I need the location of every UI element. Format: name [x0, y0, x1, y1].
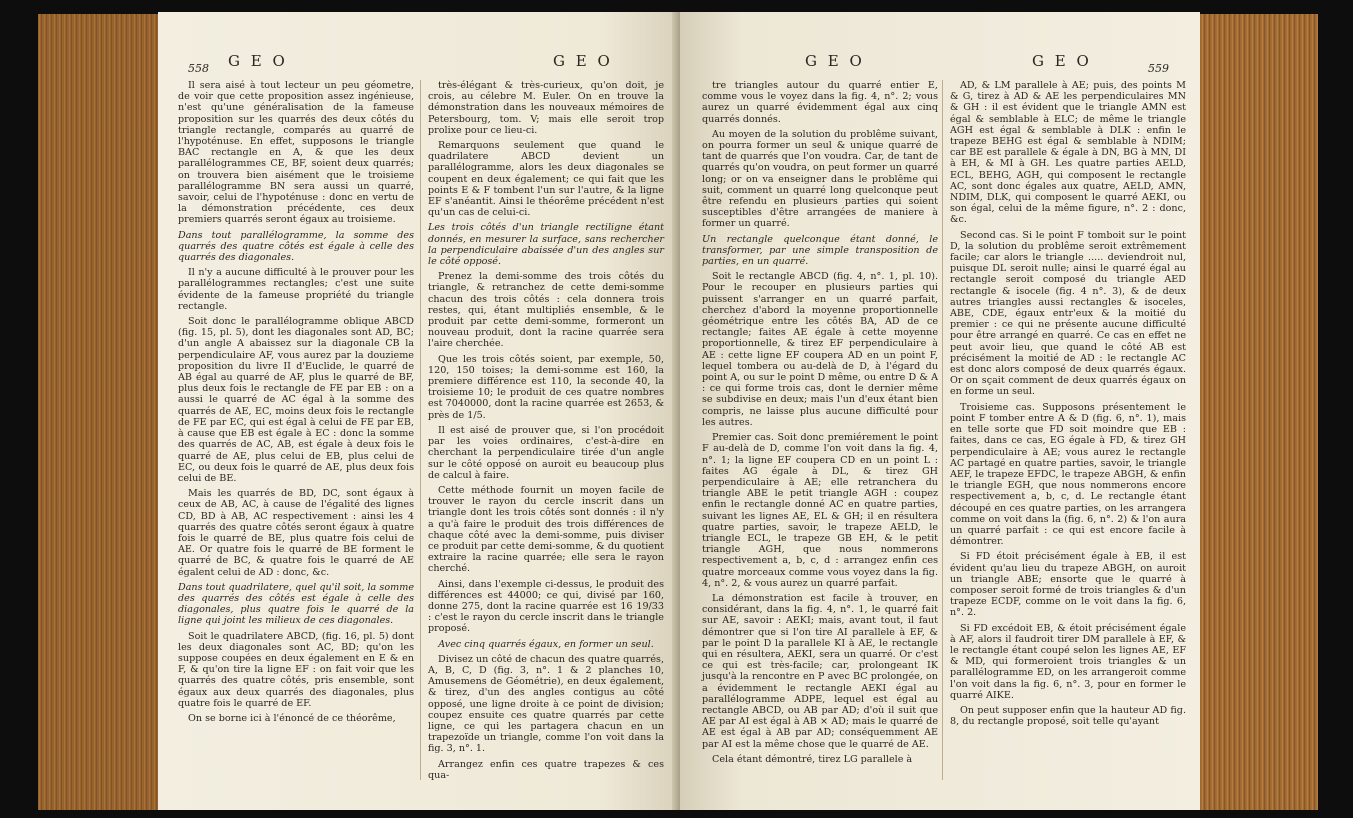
paragraph: Second cas. Si le point F tomboit sur le point D, la solution du problême seroit extrêmement facile; car alors le triangle ..... deviendroit nul, puisque DL seroit nulle; ainsi le quarré égal au rectangle seroit composé du triangle AED rectangle & isocele (fig. 4 n°. 3), & de deux autres triangles aussi rectangles & isoceles, ABE, CDE, égaux entr'eux & la moitié du premier : ce qui ne présente aucune difficulté pour être arrangé en quarré. Ce cas en effet ne peut avoir lieu, que quand le côté AB est précisément la moitié de AD : le rectangle AC est donc alors composé de deux quarrés égaux. Or on sçait comment de deux quarrés égaux on en forme un seul. — [950, 229, 1186, 398]
paragraph: Remarquons seulement que quand le quadrilatere ABCD devient un parallélogramme, alors les deux diagonales se coupent en deux également; ce qui fait que les points E & F tombent l'un sur l'autre, & la ligne EF s'anéantit. Ainsi le théorême précédent n'est qu'un cas de celui-ci. — [428, 140, 664, 219]
text-column-1 — [702, 80, 938, 769]
page-number: 558 — [188, 62, 209, 75]
column-rule — [942, 80, 943, 780]
text-column-2 — [950, 80, 1186, 731]
right-page-edges — [1196, 14, 1318, 810]
paragraph: Mais les quarrés de BD, DC, sont égaux à ceux de AB, AC, à cause de l'égalité des lignes CD, BD à AB, AC respectivement : ainsi les 4 quarrés des quatre côtés seront égaux à quatre fois le quarré de BE, plus quatre fois celui de AE. Or quatre fois le quarré de BE forment le quarré de BC, & quatre fois le quarré de AE égalent celui de AD : donc, &c. — [178, 488, 414, 578]
column-rule — [420, 80, 421, 780]
running-head-right: G E O — [553, 52, 613, 70]
paragraph: Les trois côtés d'un triangle rectiligne étant donnés, en mesurer la surface, sans rechercher la perpendiculaire abaissée d'un des angles sur le côté opposé. — [428, 222, 664, 268]
paragraph: Si FD excédoit EB, & étoit précisément égale à AF, alors il faudroit tirer DM parallele à EF, & le rectangle étant coupé selon les lignes AE, EF & MD, qui formeroient trois triangles & un parallélogramme ED, on les arrangeroit comme l'on voit dans la fig. 6, n°. 3, pour en former le quarré AIKE. — [950, 622, 1186, 701]
paragraph: Il est aisé de prouver que, si l'on procédoit par les voies ordinaires, c'est-à-dire en cherchant la perpendiculaire tirée d'un angle sur le côté opposé on auroit eu beaucoup plus de calcul à faire. — [428, 424, 664, 481]
right-page — [680, 12, 1200, 810]
running-head-left: G E O — [805, 52, 865, 70]
paragraph: Dans tout parallélogramme, la somme des quarrés des quatre côtés est égale à celle des quarrés des diagonales. — [178, 229, 414, 264]
running-head-right: G E O — [1032, 52, 1092, 70]
paragraph: Premier cas. Soit donc premiérement le point F au-delà de D, comme l'on voit dans la fig. 4, n°. 1; la ligne EF coupera CD en un point L : faites AG égale à DL, & tirez GH perpendiculaire à AE; elle retranchera du triangle ABE le petit triangle AGH : coupez enfin le rectangle donné AC en quatre parties, suivant les lignes AE, EL & GH; il en résultera quatre parties, savoir, le trapeze AELD, le triangle ECL, le trapeze GB EH, & le petit triangle AGH, que nous nommerons respectivement a, b, c, d : arrangez enfin ces quatre morceaux comme vous voyez dans la fig. 4, n°. 2, & vous aurez un quarré parfait. — [702, 432, 938, 589]
paragraph: Au moyen de la solution du problême suivant, on pourra former un seul & unique quarré de tant de quarrés que l'on voudra. Car, de tant de quarrés qu'on voudra, on peut former un quarré long; or on va enseigner dans le problême qui suit, comment un quarré long quelconque peut être refendu en plusieurs parties qui soient susceptibles d'être arrangées de maniere à former un quarré. — [702, 128, 938, 230]
paragraph: La démonstration est facile à trouver, en considérant, dans la fig. 4, n°. 1, le quarré fait sur AE, savoir : AEKI; mais, avant tout, il faut démontrer que si l'on tire AI parallele à EF, & par le point D la parallele KI à AE, le rectangle qui en résultera, AEKI, sera un quarré. Or c'est ce qui est très-facile; car, prolongeant IK jusqu'à la rencontre en P avec BC prolongée, on a évidemment le rectangle AEKI égal au parallélogramme ADPE, lequel est égal au rectangle ABCD, ou AB par AD; d'où il suit que AE par AI est égal à AB × AD; mais le quarré de AE est égal à AB par AD; conséquemment AE par AI est la même chose que le quarré de AE. — [702, 592, 938, 750]
paragraph: Soit le quadrilatere ABCD, (fig. 16, pl. 5) dont les deux diagonales sont AC, BD; qu'on les suppose coupées en deux également en E & en F, & qu'on tire la ligne EF : on fait voir que les quarrés des quatre côtés, pris ensemble, sont égaux aux deux quarrés des diagonales, plus quatre fois le quarré de EF. — [178, 630, 414, 709]
paragraph: très-élégant & très-curieux, qu'on doit, je crois, au célebre M. Euler. On en trouve la démonstration dans les nouveaux mémoires de Petersbourg, tom. V; mais elle seroit trop prolixe pour ce lieu-ci. — [428, 80, 664, 136]
paragraph: On peut supposer enfin que la hauteur AD fig. 8, du rectangle proposé, soit telle qu'ayant — [950, 704, 1186, 728]
text-column-2 — [428, 80, 664, 785]
running-head-left: G E O — [228, 52, 288, 70]
paragraph: On se borne ici à l'énoncé de ce théorême, — [188, 712, 396, 724]
paragraph: Dans tout quadrilatere, quel qu'il soit, la somme des quarrés des côtés est égale à celle des diagonales, plus quatre fois le quarré de la ligne qui joint les milieux de ces diagonales. — [178, 581, 414, 627]
paragraph: Que les trois côtés soient, par exemple, 50, 120, 150 toises; la demi-somme est 160, la premiere différence est 110, la seconde 40, la troisieme 10; le produit de ces quatre nombres est 7040000, dont la racine quarrée est 2653, & près de 1/5. — [428, 353, 664, 421]
paragraph: Avec cinq quarrés égaux, en former un seul. — [438, 638, 654, 650]
paragraph: Cette méthode fournit un moyen facile de trouver le rayon du cercle inscrit dans un triangle dont les trois côtés sont donnés : il n'y a qu'à faire le produit des trois différences de chaque côté avec la demi-somme, puis diviser ce produit par cette demi-somme, & du quotient extraire la racine quarrée; elle sera le rayon cherché. — [428, 484, 664, 575]
paragraph: Cela étant démontré, tirez LG parallele à — [712, 753, 913, 765]
paragraph: Soit donc le parallélogramme oblique ABCD (fig. 15, pl. 5), dont les diagonales sont AD, BC; d'un angle A abaissez sur la diagonale CB la perpendiculaire AF, vous aurez par la douzieme proposition du livre II d'Euclide, le quarré de AB égal au quarré de AF, plus le quarré de BF, plus deux fois le rectangle de FE par EB : on a aussi le quarré de AC égal à la somme des quarrés de AE, EC, moins deux fois le rectangle de FE par EC, qui est égal à celui de FE par EB, à cause que EB est égale à EC : donc la somme des quarrés de AC, AB, est égale à deux fois le quarré de AE, plus celui de EB, plus celui de EC, ou deux fois le quarré de AE, plus deux fois celui de BE. — [178, 316, 414, 484]
paragraph: Troisieme cas. Supposons présentement le point F tomber entre A & D (fig. 6, n°. 1), mais en telle sorte que FD soit moindre que EB : faites, dans ce cas, EG égale à FD, & tirez GH perpendiculaire à AE; vous aurez le rectangle AC partagé en quatre parties, savoir, le triangle AEF, le trapeze EFDC, le trapeze ABGH, & enfin le triangle EGH, que nous nommerons encore respectivement a, b, c, d. Le rectangle étant découpé en ces quatre parties, on les arrangera comme on voit dans la (fig. 6, n°. 2) & l'on aura un quarré parfait : ce qui est encore facile à démontrer. — [950, 401, 1186, 548]
paragraph: Il sera aisé à tout lecteur un peu géometre, de voir que cette proposition assez ingénieuse, n'est qu'une généralisation de la fameuse proposition sur les quarrés des deux côtés du triangle rectangle, comparés au quarré de l'hypoténuse. En effet, supposons le triangle BAC rectangle en A, & que les deux parallélogrammes CE, BF, soient deux quarrés; on trouvera bien aisément que le troisieme parallélogramme BN sera aussi un quarré, savoir, celui de l'hypoténuse : donc en vertu de la démonstration précédente, ces deux premiers quarrés seront égaux au troisieme. — [178, 80, 414, 226]
left-page-edges — [38, 14, 158, 810]
paragraph: Un rectangle quelconque étant donné, le transformer, par une simple transposition de parties, en un quarré. — [702, 233, 938, 268]
paragraph: Prenez la demi-somme des trois côtés du triangle, & retranchez de cette demi-somme chacun des trois côtés : cela donnera trois restes, qui, étant multipliés ensemble, & le produit par cette demi-somme, formeront un nouveau produit, dont la racine quarrée sera l'aire cherchée. — [428, 271, 664, 350]
paragraph: AD, & LM parallele à AE; puis, des points M & G, tirez à AD & AE les perpendiculaires MN & GH : il est évident que le triangle AMN est égal & semblable à ELC; de même le triangle AGH est égal & semblable à DLK : enfin le trapeze BEHG est égal & semblable à NDIM; car BE est parallele & égale à DN, BG à MN, DI à EH, & MI à GH. Les quatre parties AELD, ECL, BEHG, AGH, qui composent le rectangle AC, sont donc égales aux quatre, AELD, AMN, NDIM, DLK, qui composent le quarré AEKI, ou son égal, celui de la même figure, n°. 2 : donc, &c. — [950, 80, 1186, 226]
page-number: 559 — [1148, 62, 1169, 75]
paragraph: Divisez un côté de chacun des quatre quarrés, A, B, C, D (fig. 3, n°. 1 & 2 planches 10, Amusemens de Géométrie), en deux également, & tirez, d'un des angles contigus au côté opposé, une ligne droite à ce point de division; coupez ensuite ces quatre quarrés par cette ligne, ce qui les partagera chacun en un trapezoïde un triangle, comme l'on voit dans la fig. 3, n°. 1. — [428, 653, 664, 755]
paragraph: tre triangles autour du quarré entier E, comme vous le voyez dans la fig. 4, n°. 2; vous aurez un quarré évidemment égal aux cinq quarrés donnés. — [702, 80, 938, 125]
paragraph: Si FD étoit précisément égale à EB, il est évident qu'au lieu du trapeze ABGH, on auroit un triangle ABE; ensorte que le quarré à composer seroit formé de trois triangles & d'un trapeze ECDF, comme on le voit dans la fig. 6, n°. 2. — [950, 551, 1186, 619]
paragraph: Il n'y a aucune difficulté à le prouver pour les parallélogrammes rectangles; c'est une suite évidente de la fameuse propriété du triangle rectangle. — [178, 267, 414, 312]
paragraph: Ainsi, dans l'exemple ci-dessus, le produit des différences est 44000; ce qui, divisé par 160, donne 275, dont la racine quarrée est 16 19/33 : c'est le rayon du cercle inscrit dans le triangle proposé. — [428, 578, 664, 635]
paragraph: Soit le rectangle ABCD (fig. 4, n°. 1, pl. 10). Pour le recouper en plusieurs parties qui puissent s'arranger en un quarré parfait, cherchez d'abord la moyenne proportionnelle géométrique entre les côtés BA, AD de ce rectangle; faites AE égale à cette moyenne proportionnelle, & tirez EF perpendiculaire à AE : cette ligne EF coupera AD en un point F, lequel tombera ou au-delà de D, à l'égard du point A, ou sur le point D même, ou entre D & A : ce qui forme trois cas, dont le dernier même se subdivise en deux; mais l'un d'eux étant bien compris, ne laisse plus aucune difficulté pour les autres. — [702, 271, 938, 428]
paragraph: Arrangez enfin ces quatre trapezes & ces qua- — [428, 758, 664, 781]
text-column-1 — [178, 80, 414, 728]
left-page — [158, 12, 678, 810]
